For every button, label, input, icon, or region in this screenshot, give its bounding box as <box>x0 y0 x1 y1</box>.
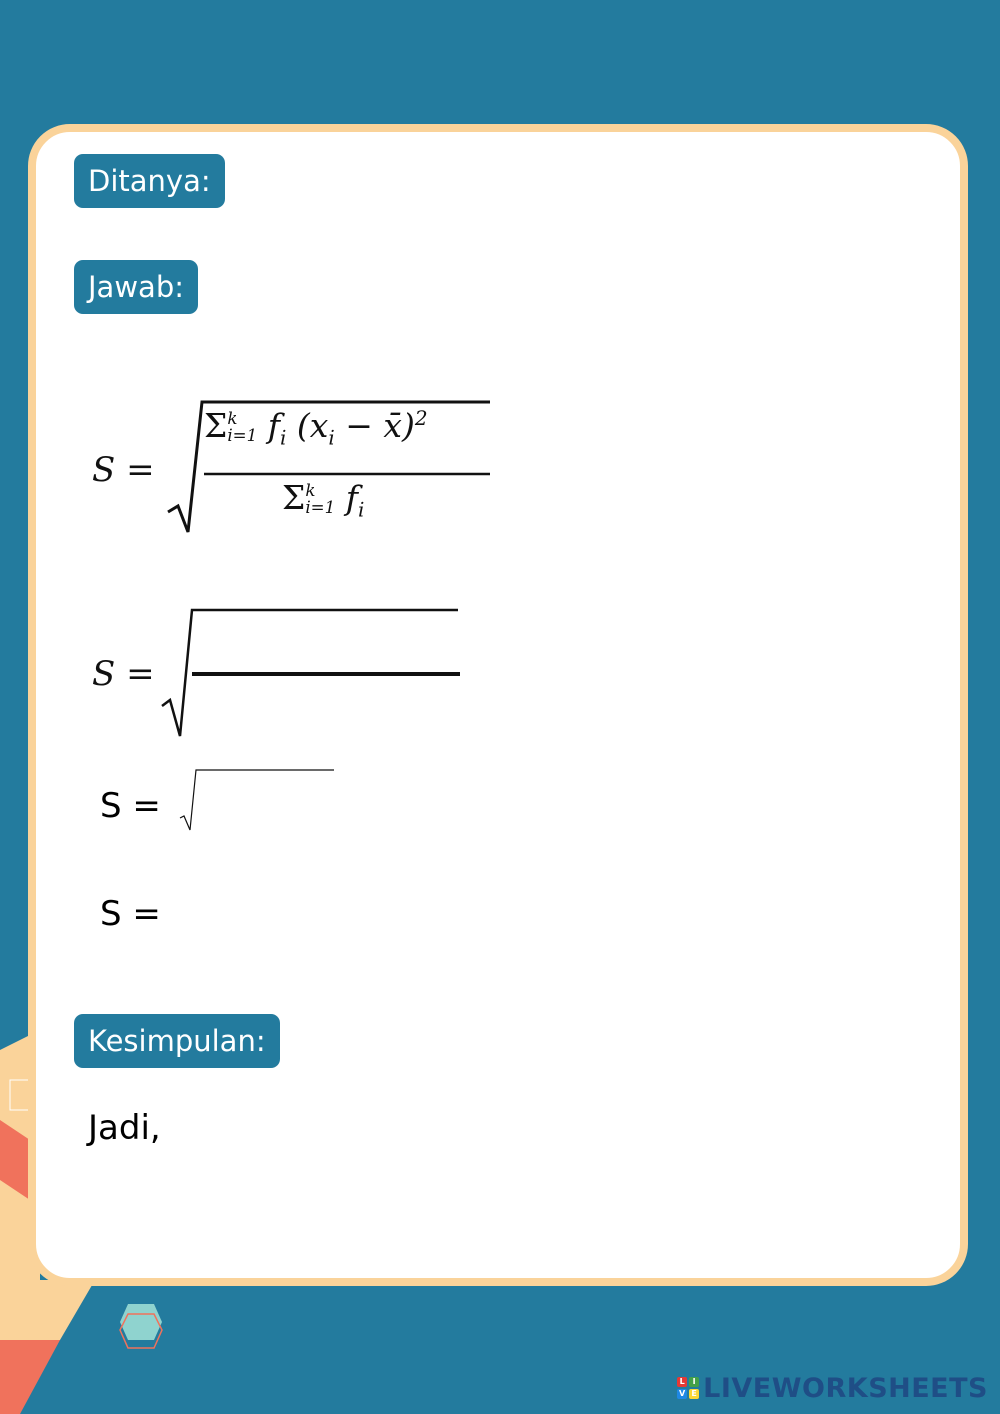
step-3-lhs: S = <box>100 786 161 826</box>
logo-letter: E <box>689 1389 699 1399</box>
worksheet-card <box>28 124 968 1286</box>
small-radical-sign <box>178 766 338 836</box>
frequency-index: i <box>357 497 365 522</box>
sum-upper-limit: k <box>305 481 316 501</box>
kesimpulan-label: Kesimpulan: <box>74 1014 280 1068</box>
square-exponent: 2 <box>414 406 428 430</box>
sum-symbol: Σ <box>282 478 306 517</box>
std-dev-formula <box>92 394 492 544</box>
step-4-lhs: S = <box>100 894 161 934</box>
deviation-open: (x <box>286 406 329 445</box>
formula-numerator <box>204 406 428 450</box>
logo-letter: I <box>689 1377 699 1387</box>
step-2-formula <box>92 606 472 746</box>
logo-letter: V <box>679 1389 686 1398</box>
ditanya-label: Ditanya: <box>74 154 225 208</box>
sum-symbol: Σ <box>204 406 228 445</box>
formula-lhs: S = <box>92 450 155 490</box>
logo-grid-icon <box>677 1377 699 1399</box>
frequency-symbol: f <box>257 406 280 445</box>
logo-letter: L <box>677 1377 687 1387</box>
hexagon-icon <box>118 1300 164 1354</box>
conclusion-text: Jadi, <box>88 1108 161 1148</box>
deviation-close: − x̄) <box>334 406 415 445</box>
liveworksheets-logo <box>677 1372 988 1404</box>
sum-upper-limit: k <box>227 409 238 429</box>
sum-lower-limit: i=1 <box>227 426 258 445</box>
x-index: i <box>328 425 335 450</box>
radical-sign <box>160 606 470 741</box>
step-2-lhs: S = <box>92 654 155 694</box>
frequency-symbol: f <box>335 478 358 517</box>
formula-denominator <box>282 478 364 522</box>
jawab-label: Jawab: <box>74 260 198 314</box>
frequency-index: i <box>279 425 287 450</box>
logo-text: LIVEWORKSHEETS <box>703 1372 988 1404</box>
sum-lower-limit: i=1 <box>305 498 336 517</box>
